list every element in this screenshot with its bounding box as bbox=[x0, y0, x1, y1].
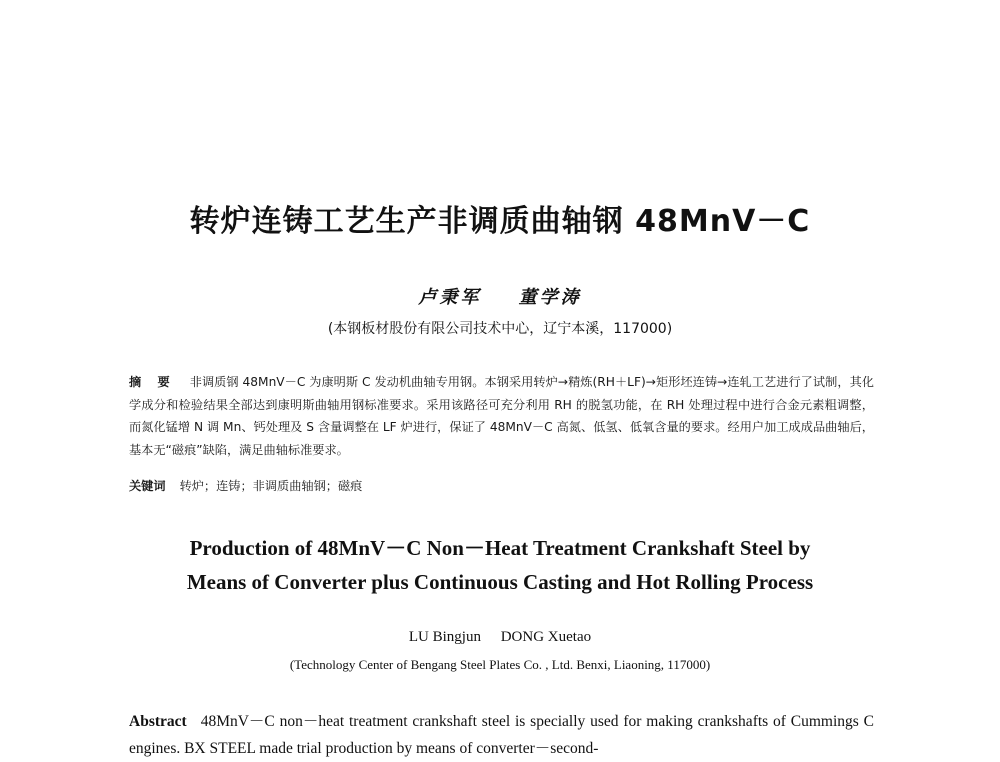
english-abstract bbox=[129, 708, 874, 762]
english-title bbox=[0, 531, 1000, 599]
english-abstract-text: 48MnV－C non－heat treatment crankshaft steel is specially used for making crankshafts of Cummings C engines. BX STEEL made trial production by means of converter－second- bbox=[129, 713, 874, 757]
english-affiliation: (Technology Center of Bengang Steel Plates Co. , Ltd. Benxi, Liaoning, 117000) bbox=[289, 657, 711, 672]
chinese-keywords-label: 关键词 bbox=[129, 479, 166, 493]
english-author-2: DONG Xuetao bbox=[500, 629, 592, 645]
english-title-line-1: Production of 48MnV－C Non－Heat Treatment Crankshaft Steel by bbox=[189, 536, 811, 560]
chinese-keywords-text: 转炉；连铸；非调质曲轴钢；磁痕 bbox=[179, 479, 363, 493]
chinese-abstract-text: 非调质钢 48MnV－C 为康明斯 C 发动机曲轴专用钢。本钢采用转炉→精炼(RH＋LF)→矩形坯连铸→连轧工艺进行了试制，其化学成分和检验结果全部达到康明斯曲轴用钢标准要求。采用该路径可充分利用 RH 的脱氢功能，在 RH 处理过程中进行合金元素粗调整，而氮化锰增 N 调 Mn、钙处理及 S 含量调整在 LF 炉进行，保证了 48MnV－C 高氮、低氢、低氧含量的要求。经用户加工成成品曲轴后，基本无“磁痕”缺陷，满足曲轴标准要求。 bbox=[129, 375, 874, 457]
english-authors bbox=[0, 629, 1000, 646]
chinese-affiliation: (本钢板材股份有限公司技术中心，辽宁本溪，117000) bbox=[327, 321, 673, 337]
chinese-authors bbox=[0, 283, 1000, 309]
chinese-author-1: 卢秉军 bbox=[418, 287, 482, 308]
english-title-line-2: Means of Converter plus Continuous Casting and Hot Rolling Process bbox=[186, 570, 814, 594]
chinese-keywords bbox=[129, 477, 874, 494]
chinese-title: 转炉连铸工艺生产非调质曲轴钢 48MnV－C bbox=[189, 204, 811, 239]
english-abstract-label: Abstract bbox=[129, 713, 187, 730]
chinese-abstract-label: 摘 要 bbox=[129, 375, 176, 389]
chinese-abstract bbox=[129, 371, 874, 461]
chinese-author-2: 董学涛 bbox=[518, 287, 582, 308]
english-author-1: LU Bingjun bbox=[408, 629, 481, 645]
